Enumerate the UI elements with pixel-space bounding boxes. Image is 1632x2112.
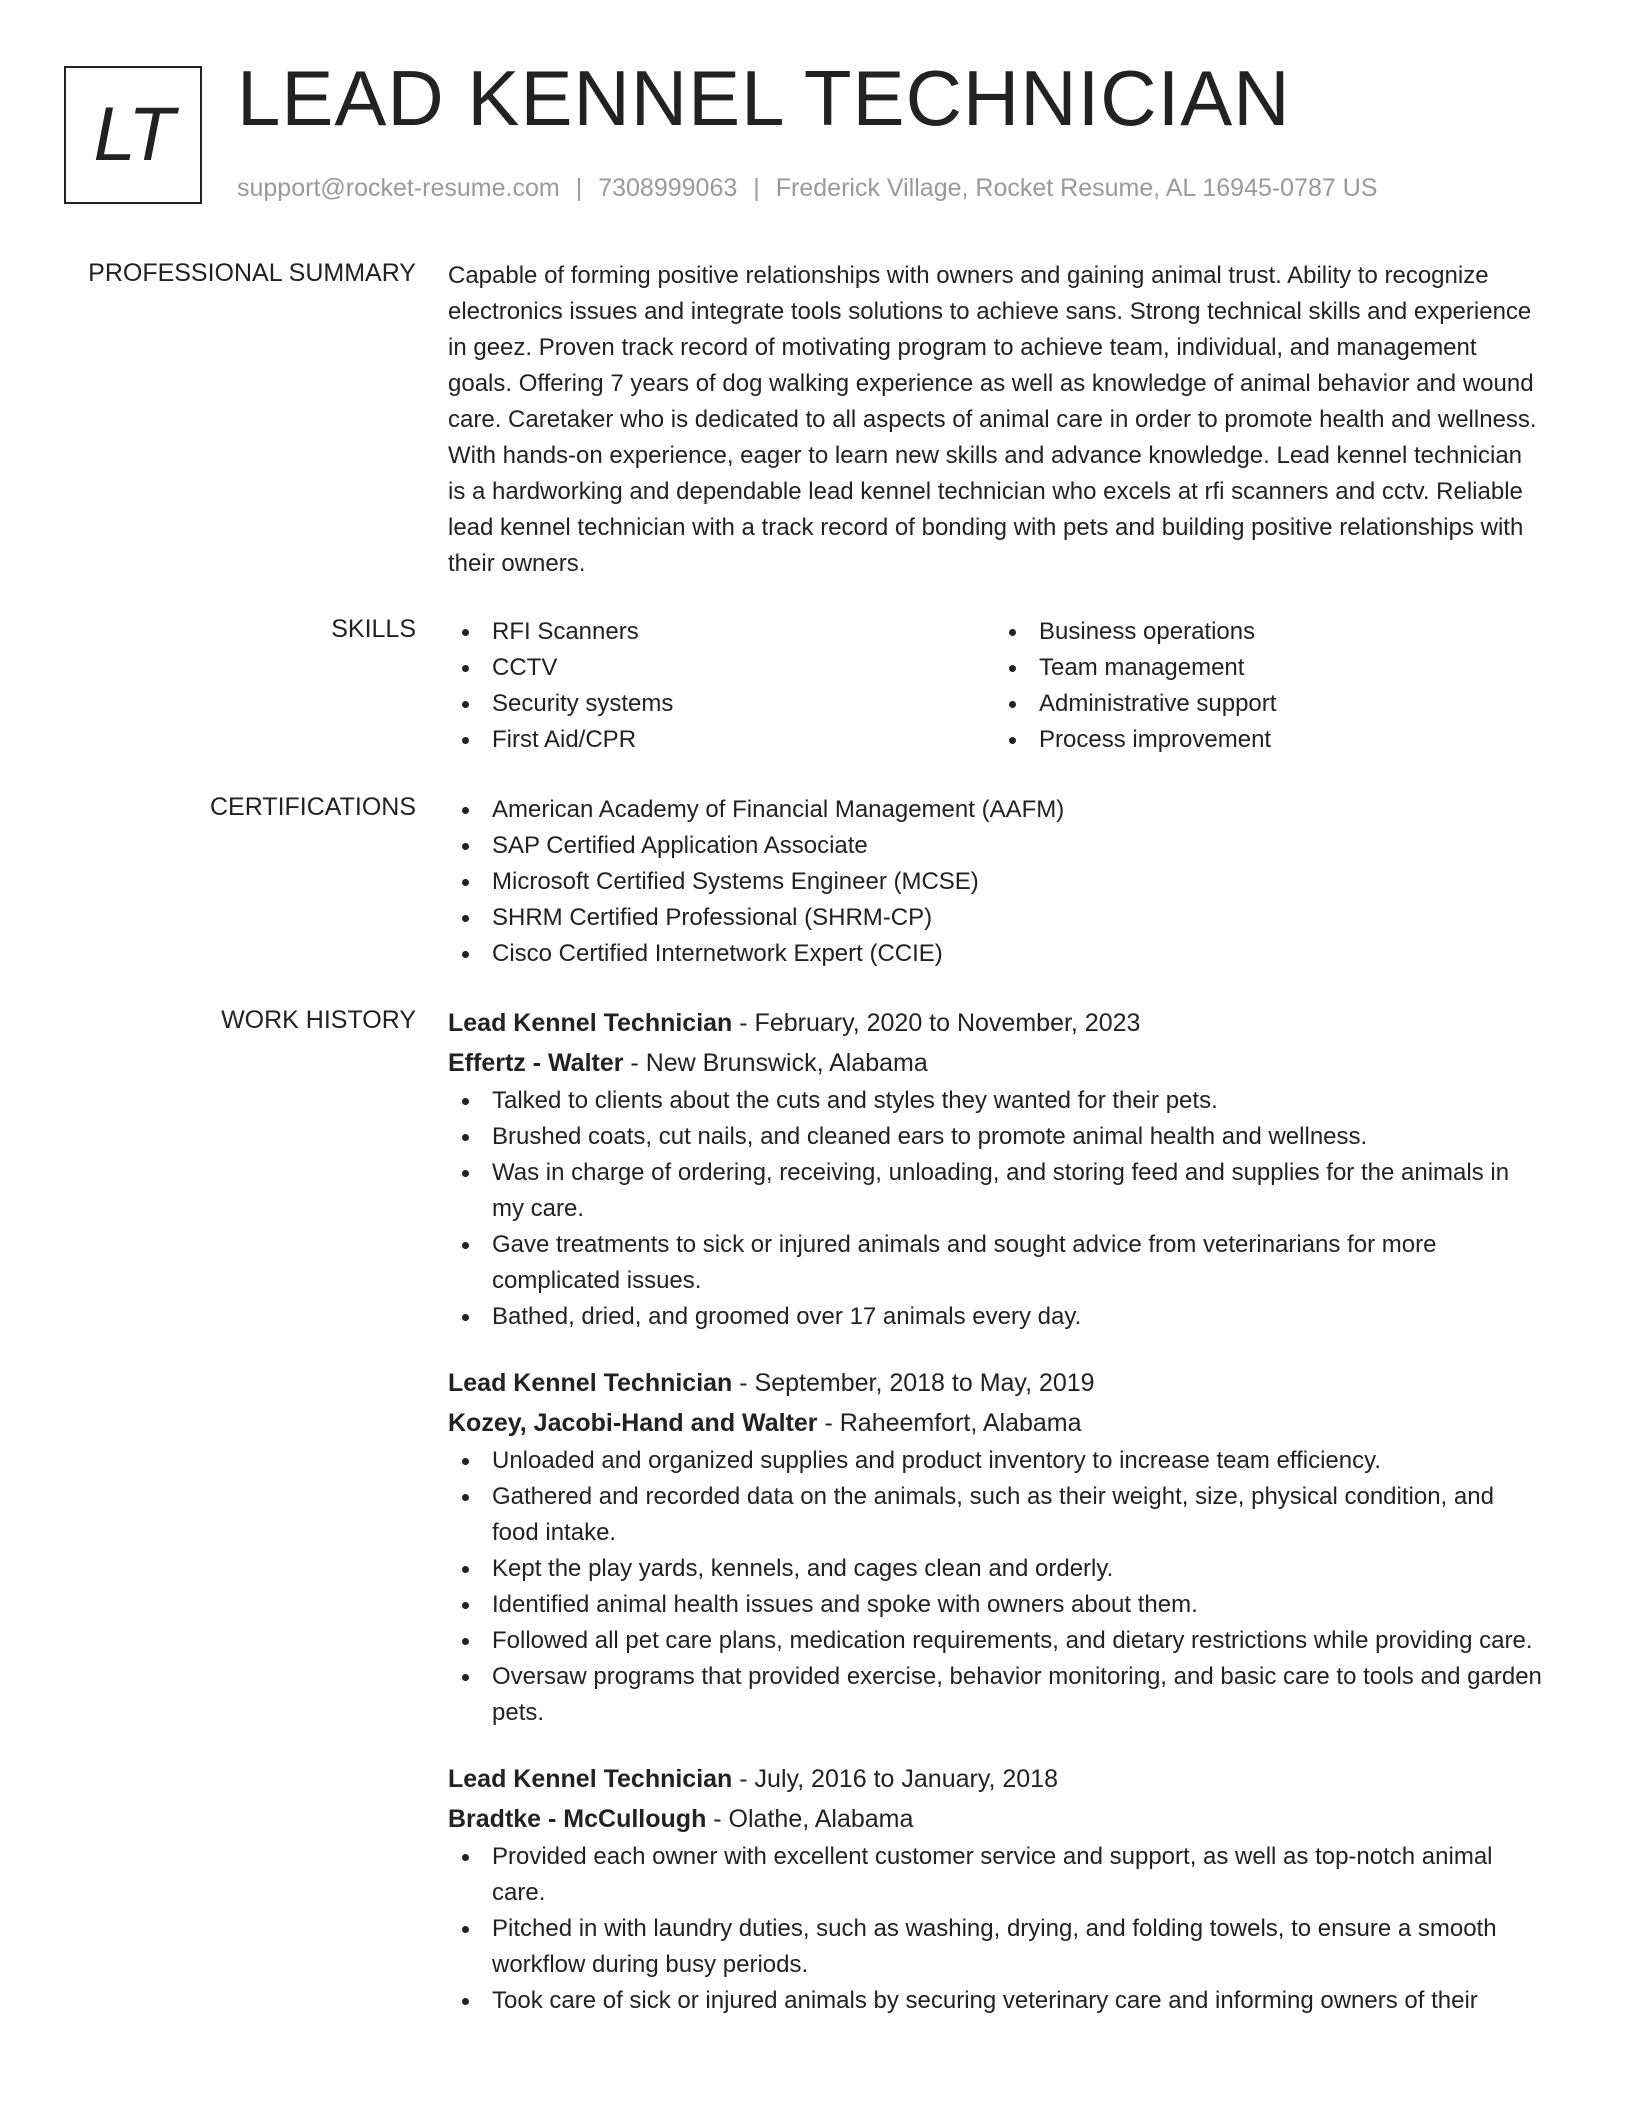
job-duty-item: Took care of sick or injured animals by securing veterinary care and informing owners of their	[448, 1983, 1542, 2019]
job-title-line	[448, 1759, 1542, 1799]
summary-section	[448, 258, 1542, 582]
job-location: - Olathe, Alabama	[706, 1805, 914, 1833]
contact-address: Frederick Village, Rocket Resume, AL 16945-0787 US	[775, 174, 1378, 202]
job-duty-item: Provided each owner with excellent customer service and support, as well as top-notch animal care.	[448, 1839, 1542, 1911]
job-company-line	[448, 1043, 1542, 1083]
job-entry	[448, 1363, 1542, 1731]
certifications-section	[448, 792, 1542, 972]
job-duty-item: Brushed coats, cut nails, and cleaned ears to promote animal health and wellness.	[448, 1119, 1542, 1155]
job-duty-item: Followed all pet care plans, medication requirements, and dietary restrictions while providing care.	[448, 1623, 1542, 1659]
contact-email[interactable]: support@rocket-resume.com	[237, 174, 560, 202]
job-company-line	[448, 1799, 1542, 1839]
certification-item: Cisco Certified Internetwork Expert (CCIE)	[448, 936, 1542, 972]
job-entry	[448, 1003, 1542, 1335]
section-label-summary: PROFESSIONAL SUMMARY	[88, 259, 416, 287]
job-title: Lead Kennel Technician	[448, 1009, 733, 1037]
job-entry	[448, 1759, 1542, 2019]
contact-separator: |	[753, 174, 760, 202]
skill-item: Security systems	[448, 686, 995, 722]
job-duty-item: Identified animal health issues and spoke with owners about them.	[448, 1587, 1542, 1623]
skills-list-left	[448, 614, 995, 758]
job-company-line	[448, 1403, 1542, 1443]
skills-grid	[448, 614, 1542, 758]
job-title: Lead Kennel Technician	[448, 1765, 733, 1793]
job-title-line	[448, 1363, 1542, 1403]
certification-item: Microsoft Certified Systems Engineer (MCSE)	[448, 864, 1542, 900]
job-duty-item: Was in charge of ordering, receiving, unloading, and storing feed and supplies for the animals in my care.	[448, 1155, 1542, 1227]
certification-item: SHRM Certified Professional (SHRM-CP)	[448, 900, 1542, 936]
job-duty-item: Oversaw programs that provided exercise, behavior monitoring, and basic care to tools and garden pets.	[448, 1659, 1542, 1731]
skill-item: Team management	[995, 650, 1542, 686]
skill-item: Business operations	[995, 614, 1542, 650]
job-title: Lead Kennel Technician	[448, 1369, 733, 1397]
job-location: - New Brunswick, Alabama	[623, 1049, 928, 1077]
skills-list-right	[995, 614, 1542, 758]
certification-item: American Academy of Financial Management (AAFM)	[448, 792, 1542, 828]
job-duty-item: Kept the play yards, kennels, and cages clean and orderly.	[448, 1551, 1542, 1587]
skill-item: Administrative support	[995, 686, 1542, 722]
job-company: Bradtke - McCullough	[448, 1805, 707, 1833]
resume-title: LEAD KENNEL TECHNICIAN	[237, 54, 1291, 142]
job-company: Effertz - Walter	[448, 1049, 624, 1077]
job-duties-list	[448, 1839, 1542, 2019]
contact-line	[237, 174, 1377, 203]
skill-item: CCTV	[448, 650, 995, 686]
work-history-section	[448, 1003, 1542, 2047]
job-duties-list	[448, 1443, 1542, 1731]
summary-text: Capable of forming positive relationships with owners and gaining animal trust. Ability to recognize electronics issues and integrate tools solutions to achieve sans. Strong technical skills and experience in geez. Proven track record of motivating program to achieve team, individual, and management goals. Offering 7 years of dog walking experience as well as knowledge of animal behavior and wound care. Caretaker who is dedicated to all aspects of animal care in order to promote health and wellness. With hands-on experience, eager to learn new skills and advance knowledge. Lead kennel technician is a hardworking and dependable lead kennel technician who excels at rfi scanners and cctv. Reliable lead kennel technician with a track record of bonding with pets and building positive relationships with their owners.	[448, 262, 1537, 577]
monogram-initials: LT	[93, 92, 173, 177]
job-duty-item: Pitched in with laundry duties, such as washing, drying, and folding towels, to ensure a smooth workflow during busy periods.	[448, 1911, 1542, 1983]
skill-item: Process improvement	[995, 722, 1542, 758]
skill-item: First Aid/CPR	[448, 722, 995, 758]
job-duty-item: Gave treatments to sick or injured animals and sought advice from veterinarians for more complicated issues.	[448, 1227, 1542, 1299]
section-label-work-history: WORK HISTORY	[221, 1006, 416, 1034]
skills-section	[448, 614, 1542, 758]
contact-phone[interactable]: 7308999063	[598, 174, 738, 202]
job-duty-item: Unloaded and organized supplies and product inventory to increase team efficiency.	[448, 1443, 1542, 1479]
contact-separator: |	[575, 174, 583, 202]
job-location: - Raheemfort, Alabama	[817, 1409, 1082, 1437]
job-dates: - February, 2020 to November, 2023	[732, 1009, 1141, 1037]
job-title-line	[448, 1003, 1542, 1043]
job-duties-list	[448, 1083, 1542, 1335]
job-dates: - July, 2016 to January, 2018	[732, 1765, 1058, 1793]
certification-item: SAP Certified Application Associate	[448, 828, 1542, 864]
job-duty-item: Talked to clients about the cuts and styles they wanted for their pets.	[448, 1083, 1542, 1119]
certifications-list	[448, 792, 1542, 972]
job-duty-item: Gathered and recorded data on the animals, such as their weight, size, physical condition, and food intake.	[448, 1479, 1542, 1551]
section-label-skills: SKILLS	[331, 615, 416, 643]
section-label-certifications: CERTIFICATIONS	[209, 793, 416, 821]
job-duty-item: Bathed, dried, and groomed over 17 animals every day.	[448, 1299, 1542, 1335]
skill-item: RFI Scanners	[448, 614, 995, 650]
job-company: Kozey, Jacobi-Hand and Walter	[448, 1409, 818, 1437]
monogram-box	[64, 66, 202, 204]
job-dates: - September, 2018 to May, 2019	[732, 1369, 1095, 1397]
